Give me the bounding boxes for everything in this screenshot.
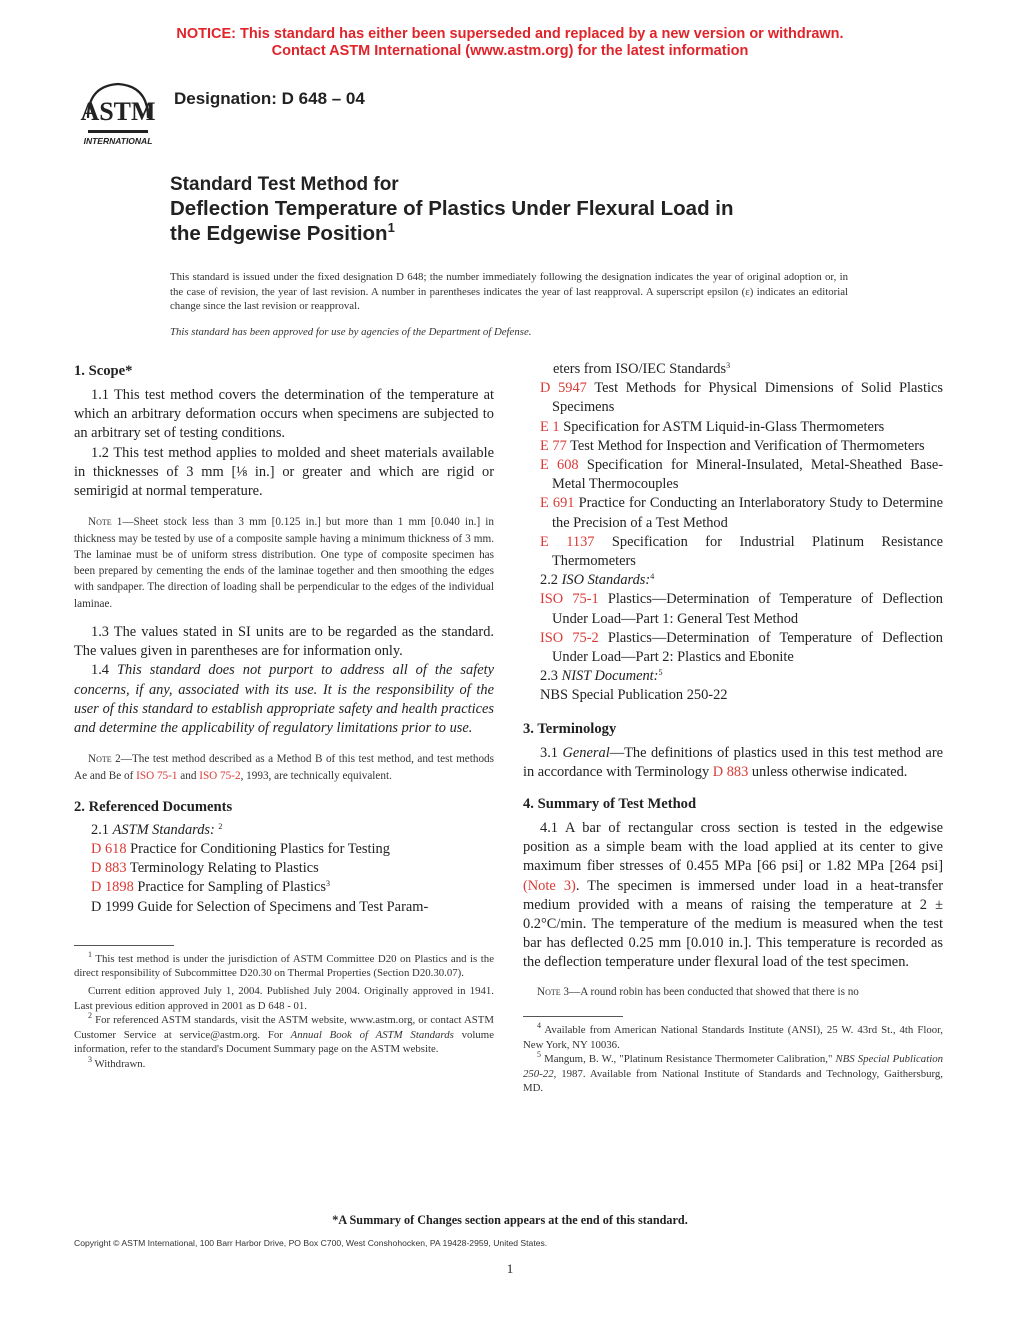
ref-e691 — [540, 494, 943, 532]
footnote-3-marker: 3 — [88, 1054, 92, 1064]
logo-letters: ASTM — [80, 97, 156, 126]
footnote-rule-left — [74, 945, 174, 946]
ref-iso-75-2-title: Plastics—Determination of Temperature of Deflection Under Load—Part 2: Plastics and Ebonite — [552, 629, 943, 666]
terminology-heading: 3. Terminology — [523, 720, 617, 737]
ref-e608 — [540, 456, 943, 494]
ref-e1137 — [540, 533, 943, 571]
astm-standards-sup: 2 — [218, 821, 223, 831]
ref-d618 — [91, 840, 494, 859]
ref-d5947 — [540, 379, 943, 417]
scope-heading: 1. Scope* — [74, 363, 133, 379]
ref-d1999-sup: 3 — [726, 361, 731, 370]
footnote-1-marker: 1 — [88, 949, 92, 959]
ref-d1999-continued-text: eters from ISO/IEC Standards — [553, 361, 727, 377]
note-2 — [74, 751, 494, 784]
footnote-4-text: Available from American National Standards Institute (ANSI), 25 W. 43rd St., 4th Floor, New York, NY 10036. — [523, 1023, 943, 1051]
nist-document-number: 2.3 — [540, 668, 562, 685]
ref-iso-75-1-title: Plastics—Determination of Temperature of Deflection Under Load—Part 1: General Test Method — [552, 591, 943, 627]
para-3-1-text-a: —The definitions of plastics used in this test method are in accordance with Terminology — [523, 744, 943, 780]
summary-of-changes-notice: *A Summary of Changes section appears at the end of this standard. — [332, 1213, 688, 1227]
title-line-2: Deflection Temperature of Plastics Under Flexural Load in — [170, 197, 734, 220]
para-1-2: 1.2 This test method applies to molded and sheet materials available in thicknesses of 3 mm [⅛ in.] or greater and which are rigid or semirigid at normal temperature. — [74, 444, 494, 500]
footnote-3-text: Withdrawn. — [94, 1057, 146, 1070]
para-3-1-term: General — [562, 744, 610, 761]
ref-e77-title: Test Method for Inspection and Verification of Thermometers — [566, 437, 925, 454]
ref-e1137-title: Specification for Industrial Platinum Resistance Thermometers — [552, 533, 943, 570]
title-footnote-marker: 1 — [387, 220, 395, 235]
ref-d1999-continued — [523, 360, 943, 379]
note-1-text: —Sheet stock less than 3 mm [0.125 in.] but more than 1 mm [0.040 in.] in thickness may be tested by use of a composite sample having a minimum thickness of 3 mm. The laminae must be of uniform stress distribution. One type of composite specimen has been prepared by cementing the ends of the laminae together and then smoothing the edges with sandpaper. The direction of loading shall be perpendicular to the edges of the individual laminae. — [74, 516, 494, 610]
note-3 — [523, 984, 943, 1000]
ref-e608-link[interactable]: E 608 — [540, 457, 579, 474]
para-1-4-text: This standard does not purport to address all of the safety concerns, if any, associated with its use. It is the responsibility of the user of this standard to establish appropriate safety and health practices and determine the applicability of regulatory limitations prior to use. — [74, 662, 494, 737]
para-1-4-number: 1.4 — [91, 662, 117, 679]
ref-d1898-sup: 3 — [326, 879, 331, 889]
ref-nbs-250-22: NBS Special Publication 250-22 — [540, 687, 728, 704]
footnote-rule-right — [523, 1016, 623, 1017]
ref-e691-title: Practice for Conducting an Interlaboratory Study to Determine the Precision of a Test Method — [552, 495, 943, 531]
footnote-5-text-b: , 1987. Available from National Institute of Standards and Technology, Gaithersburg, MD. — [523, 1067, 943, 1095]
ref-e1 — [540, 418, 943, 437]
note-1-label: Note 1 — [88, 516, 123, 529]
notice-line-2: Contact ASTM International (www.astm.org) for the latest information — [271, 43, 749, 59]
ref-e77 — [540, 437, 943, 456]
note-1 — [74, 514, 494, 612]
footnote-1b: Current edition approved July 1, 2004. Published July 2004. Originally approved in 1941. Last previous edition approved in 2001 as D 648 - 01. — [74, 985, 494, 1012]
iso-75-2-link[interactable]: ISO 75-2 — [199, 769, 241, 782]
footnote-3 — [74, 1054, 494, 1072]
astm-standards-number: 2.1 — [91, 821, 113, 838]
terminology-d883-link[interactable]: D 883 — [712, 763, 749, 780]
para-1-4 — [74, 661, 494, 738]
footnote-5 — [523, 1052, 943, 1096]
document-title — [170, 174, 870, 246]
nist-document-text: NIST Document: — [561, 668, 659, 685]
ref-e608-title: Specification for Mineral-Insulated, Metal-Sheathed Base-Metal Thermocouples — [552, 457, 943, 493]
iso-75-1-link[interactable]: ISO 75-1 — [136, 769, 178, 782]
iso-standards-sup: 4 — [650, 572, 655, 582]
iso-standards-text: ISO Standards: — [561, 572, 651, 589]
logo-subtitle: INTERNATIONAL — [83, 136, 153, 146]
approval-statement: This standard has been approved for use by agencies of the Department of Defense. — [170, 326, 532, 338]
left-column — [74, 360, 494, 1072]
nist-document-sup: 5 — [658, 668, 663, 678]
para-1-3: 1.3 The values stated in SI units are to be regarded as the standard. The values given in parentheses are for information only. — [74, 624, 494, 660]
ref-d1898 — [91, 878, 494, 897]
ref-iso-75-2-link[interactable]: ISO 75-2 — [540, 629, 599, 646]
ref-d5947-link[interactable]: D 5947 — [540, 380, 587, 397]
ref-iso-75-1 — [540, 590, 943, 628]
iso-standards-label — [523, 571, 943, 590]
page-number: 1 — [506, 1261, 514, 1276]
ref-d5947-title: Test Methods for Physical Dimensions of Solid Plastics Specimens — [552, 380, 943, 416]
ref-e1137-link[interactable]: E 1137 — [540, 533, 595, 550]
ref-d618-link[interactable]: D 618 — [91, 841, 127, 858]
ref-e1-title: Specification for ASTM Liquid-in-Glass Thermometers — [559, 418, 885, 435]
astm-standards-label — [74, 821, 494, 840]
note-2-text-a: —The test method described as a Method B of this test method, and test methods Ae and Be of — [74, 753, 495, 782]
footnote-2-text-b: volume information, refer to the standard's Document Summary page on the ASTM website. — [74, 1028, 494, 1056]
note-3-link[interactable]: (Note 3) — [523, 877, 576, 894]
note-2-text-b: and — [177, 769, 200, 782]
footnote-5-publication: NBS Special Publication 250-22 — [523, 1053, 943, 1080]
para-3-1 — [523, 744, 943, 782]
para-4-1-text-b: . The specimen is immersed under load in a heat-transfer medium provided with a means of raising the temperature at 2 ± 0.2°C/min. The temperature of the medium is measured when the test bar has deflected 0.25 mm [0.010 in.]. This temperature is recorded as the deflection temperature under flexural load of the test specimen. — [523, 877, 943, 971]
summary-heading: 4. Summary of Test Method — [523, 796, 697, 813]
issuance-statement: This standard is issued under the fixed designation D 648; the number immediately following the designation indicates the year of original adoption or, in the case of revision, the year of last revision. A number in parentheses indicates the year of last reapproval. A superscript epsilon (ε) indicates an editorial change since the last revision or reapproval. — [170, 271, 848, 313]
ref-e77-link[interactable]: E 77 — [540, 437, 567, 454]
footnote-1-text: This test method is under the jurisdiction of ASTM Committee D20 on Plastics and is the direct responsibility of Subcommittee D20.30 on Thermal Properties (Section D20.30.07). — [74, 952, 494, 980]
para-3-1-number: 3.1 — [540, 744, 563, 761]
title-line-1: Standard Test Method for — [170, 174, 399, 195]
footnote-2-text-a: For referenced ASTM standards, visit the ASTM website, www.astm.org, or contact ASTM Customer Service at service@astm.org. For — [74, 1014, 494, 1041]
para-4-1 — [523, 819, 943, 973]
supersession-notice — [0, 26, 1020, 60]
ref-iso-75-2 — [540, 629, 943, 667]
note-3-label: Note 3 — [537, 985, 570, 998]
footnote-2 — [74, 1013, 494, 1057]
footnote-5-marker: 5 — [537, 1050, 541, 1060]
astm-standards-text: ASTM Standards: — [112, 821, 215, 838]
ref-iso-75-1-link[interactable]: ISO 75-1 — [540, 591, 599, 608]
referenced-documents-heading: 2. Referenced Documents — [74, 798, 233, 815]
para-1-1: 1.1 This test method covers the determination of the temperature at which an arbitrary deformation occurs when specimens are subjected to an arbitrary set of testing conditions. — [74, 387, 494, 442]
astm-logo — [74, 78, 162, 150]
designation: Designation: D 648 – 04 — [174, 89, 365, 108]
footnote-5-text-a: Mangum, B. W., "Platinum Resistance Thermometer Calibration," — [544, 1053, 836, 1066]
footnote-2-book-title: Annual Book of ASTM Standards — [290, 1028, 454, 1041]
para-4-1-text-a: 4.1 A bar of rectangular cross section is tested in the edgewise position as a simple beam with the load applied at its center to give maximum fiber stresses of 0.455 MPa [66 psi] or 1.82 MPa [264 psi] — [523, 820, 943, 875]
para-3-1-text-b: unless otherwise indicated. — [748, 763, 908, 780]
ref-e1-link[interactable]: E 1 — [540, 418, 560, 435]
footnote-1 — [74, 949, 494, 981]
note-2-label: Note 2 — [88, 753, 121, 766]
ref-d1999: D 1999 Guide for Selection of Specimens and Test Param- — [91, 898, 429, 915]
ref-d1898-title: Practice for Sampling of Plastics — [133, 879, 327, 896]
right-column — [523, 360, 943, 1096]
ref-d883 — [91, 859, 494, 878]
title-line-3: the Edgewise Position — [170, 222, 388, 245]
note-3-text: —A round robin has been conducted that showed that there is no — [569, 985, 859, 998]
ref-d1898-link[interactable]: D 1898 — [91, 879, 134, 896]
note-2-text-c: , 1993, are technically equivalent. — [240, 769, 392, 782]
footnote-4-marker: 4 — [537, 1020, 541, 1030]
ref-d883-title: Terminology Relating to Plastics — [126, 860, 319, 877]
notice-line-1: NOTICE: This standard has either been superseded and replaced by a new version or withdrawn. — [176, 26, 844, 42]
ref-d883-link[interactable]: D 883 — [91, 860, 127, 877]
ref-d618-title: Practice for Conditioning Plastics for Testing — [126, 841, 390, 858]
iso-standards-number: 2.2 — [540, 572, 562, 589]
ref-e691-link[interactable]: E 691 — [540, 495, 575, 512]
copyright-line: Copyright © ASTM International, 100 Barr Harbor Drive, PO Box C700, West Conshohocken, PA 19428-2959, United States. — [74, 1238, 548, 1248]
footnote-4 — [523, 1020, 943, 1052]
nist-document-label — [523, 667, 943, 686]
footnote-2-marker: 2 — [88, 1011, 92, 1021]
